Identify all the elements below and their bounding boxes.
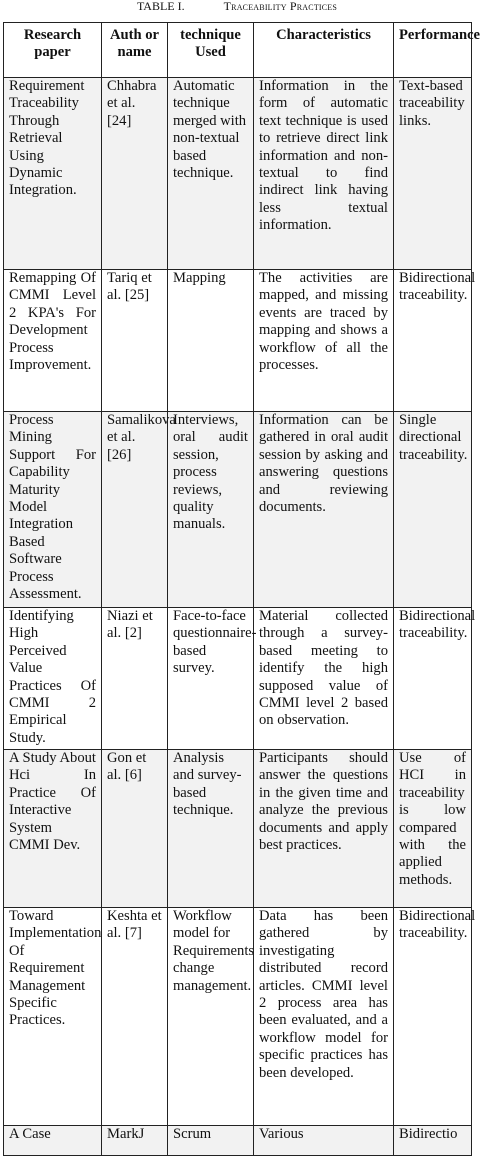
cell-performance: Bidirectional traceability. xyxy=(394,908,472,1126)
cell-research-paper: Identifying High Perceived Value Practices Of CMMI 2 Empirical Study. xyxy=(4,608,102,750)
cell-performance: Bidirectional traceability. xyxy=(394,608,472,750)
cell-performance: Bidirectional traceability. xyxy=(394,270,472,412)
cell-research-paper: Process Mining Support For Capability Maturity Model Integration Based Software Process Assessment. xyxy=(4,412,102,608)
table-row xyxy=(4,750,472,908)
cell-author: Gon et al. [6] xyxy=(102,750,168,908)
cell-research-paper: A Study About Hci In Practice Of Interactive System CMMI Dev. xyxy=(4,750,102,908)
cell-author: MarkJ xyxy=(102,1126,168,1156)
table-row xyxy=(4,608,472,750)
header-research-paper: Research paper xyxy=(4,23,102,78)
cell-characteristics: The activities are mapped, and missing events are traced by mapping and shows a workflow of all the processes. xyxy=(254,270,394,412)
table-row xyxy=(4,1126,472,1156)
cell-characteristics: Information in the form of automatic text technique is used to retrieve direct link information and non-textual to find indirect link having less textual information. xyxy=(254,78,394,270)
header-row xyxy=(4,23,472,78)
header-technique-used: technique Used xyxy=(168,23,254,78)
cell-performance: Text-based traceability links. xyxy=(394,78,472,270)
cell-characteristics: Data has been gathered by investigating distributed record articles. CMMI level 2 process area has been evaluated, and a workflow model for specific practices has been developed. xyxy=(254,908,394,1126)
table-caption xyxy=(0,0,474,22)
cell-research-paper: A Case xyxy=(4,1126,102,1156)
cell-author: Samalikova et al. [26] xyxy=(102,412,168,608)
cell-performance: Single directional traceability. xyxy=(394,412,472,608)
cell-performance: Use of HCI in traceability is low compared with the applied methods. xyxy=(394,750,472,908)
cell-author: Keshta et al. [7] xyxy=(102,908,168,1126)
header-author-name: Auth or name xyxy=(102,23,168,78)
cell-technique: Scrum xyxy=(168,1126,254,1156)
traceability-table xyxy=(3,22,480,1156)
table-number: TABLE I. xyxy=(136,0,185,13)
cell-author: Tariq et al. [25] xyxy=(102,270,168,412)
cell-technique: Mapping xyxy=(168,270,254,412)
table-row xyxy=(4,412,472,608)
cell-characteristics: Information can be gathered in oral audit session by asking and answering questions and reviewing documents. xyxy=(254,412,394,608)
cell-technique: Analysis and survey-based technique. xyxy=(168,750,254,908)
cell-author: Niazi et al. [2] xyxy=(102,608,168,750)
header-performance: Performance xyxy=(394,23,472,78)
cell-characteristics: Material collected through a survey-based meeting to identify the high supposed value of CMMI level 2 based on observation. xyxy=(254,608,394,750)
cell-characteristics: Various xyxy=(254,1126,394,1156)
cell-technique: Interviews, oral audit session, process reviews, quality manuals. xyxy=(168,412,254,608)
table-row xyxy=(4,908,472,1126)
cell-technique: Face-to-face questionnaire-based survey. xyxy=(168,608,254,750)
cell-author: Chhabra et al. [24] xyxy=(102,78,168,270)
header-characteristics: Characteristics xyxy=(254,23,394,78)
cell-research-paper: Remapping Of CMMI Level 2 KPA's For Development Process Improvement. xyxy=(4,270,102,412)
table-title: Traceability Practices xyxy=(223,0,338,13)
cell-technique: Workflow model for Requirements change management. xyxy=(168,908,254,1126)
cell-characteristics: Participants should answer the questions in the given time and analyze the previous documents and apply best practices. xyxy=(254,750,394,908)
table-row xyxy=(4,78,472,270)
table-row xyxy=(4,270,472,412)
cell-research-paper: Toward Implementation Of Requirement Management Specific Practices. xyxy=(4,908,102,1126)
cell-technique: Automatic technique merged with non-textual based technique. xyxy=(168,78,254,270)
cell-performance: Bidirectio xyxy=(394,1126,472,1156)
cell-research-paper: Requirement Traceability Through Retrieval Using Dynamic Integration. xyxy=(4,78,102,270)
